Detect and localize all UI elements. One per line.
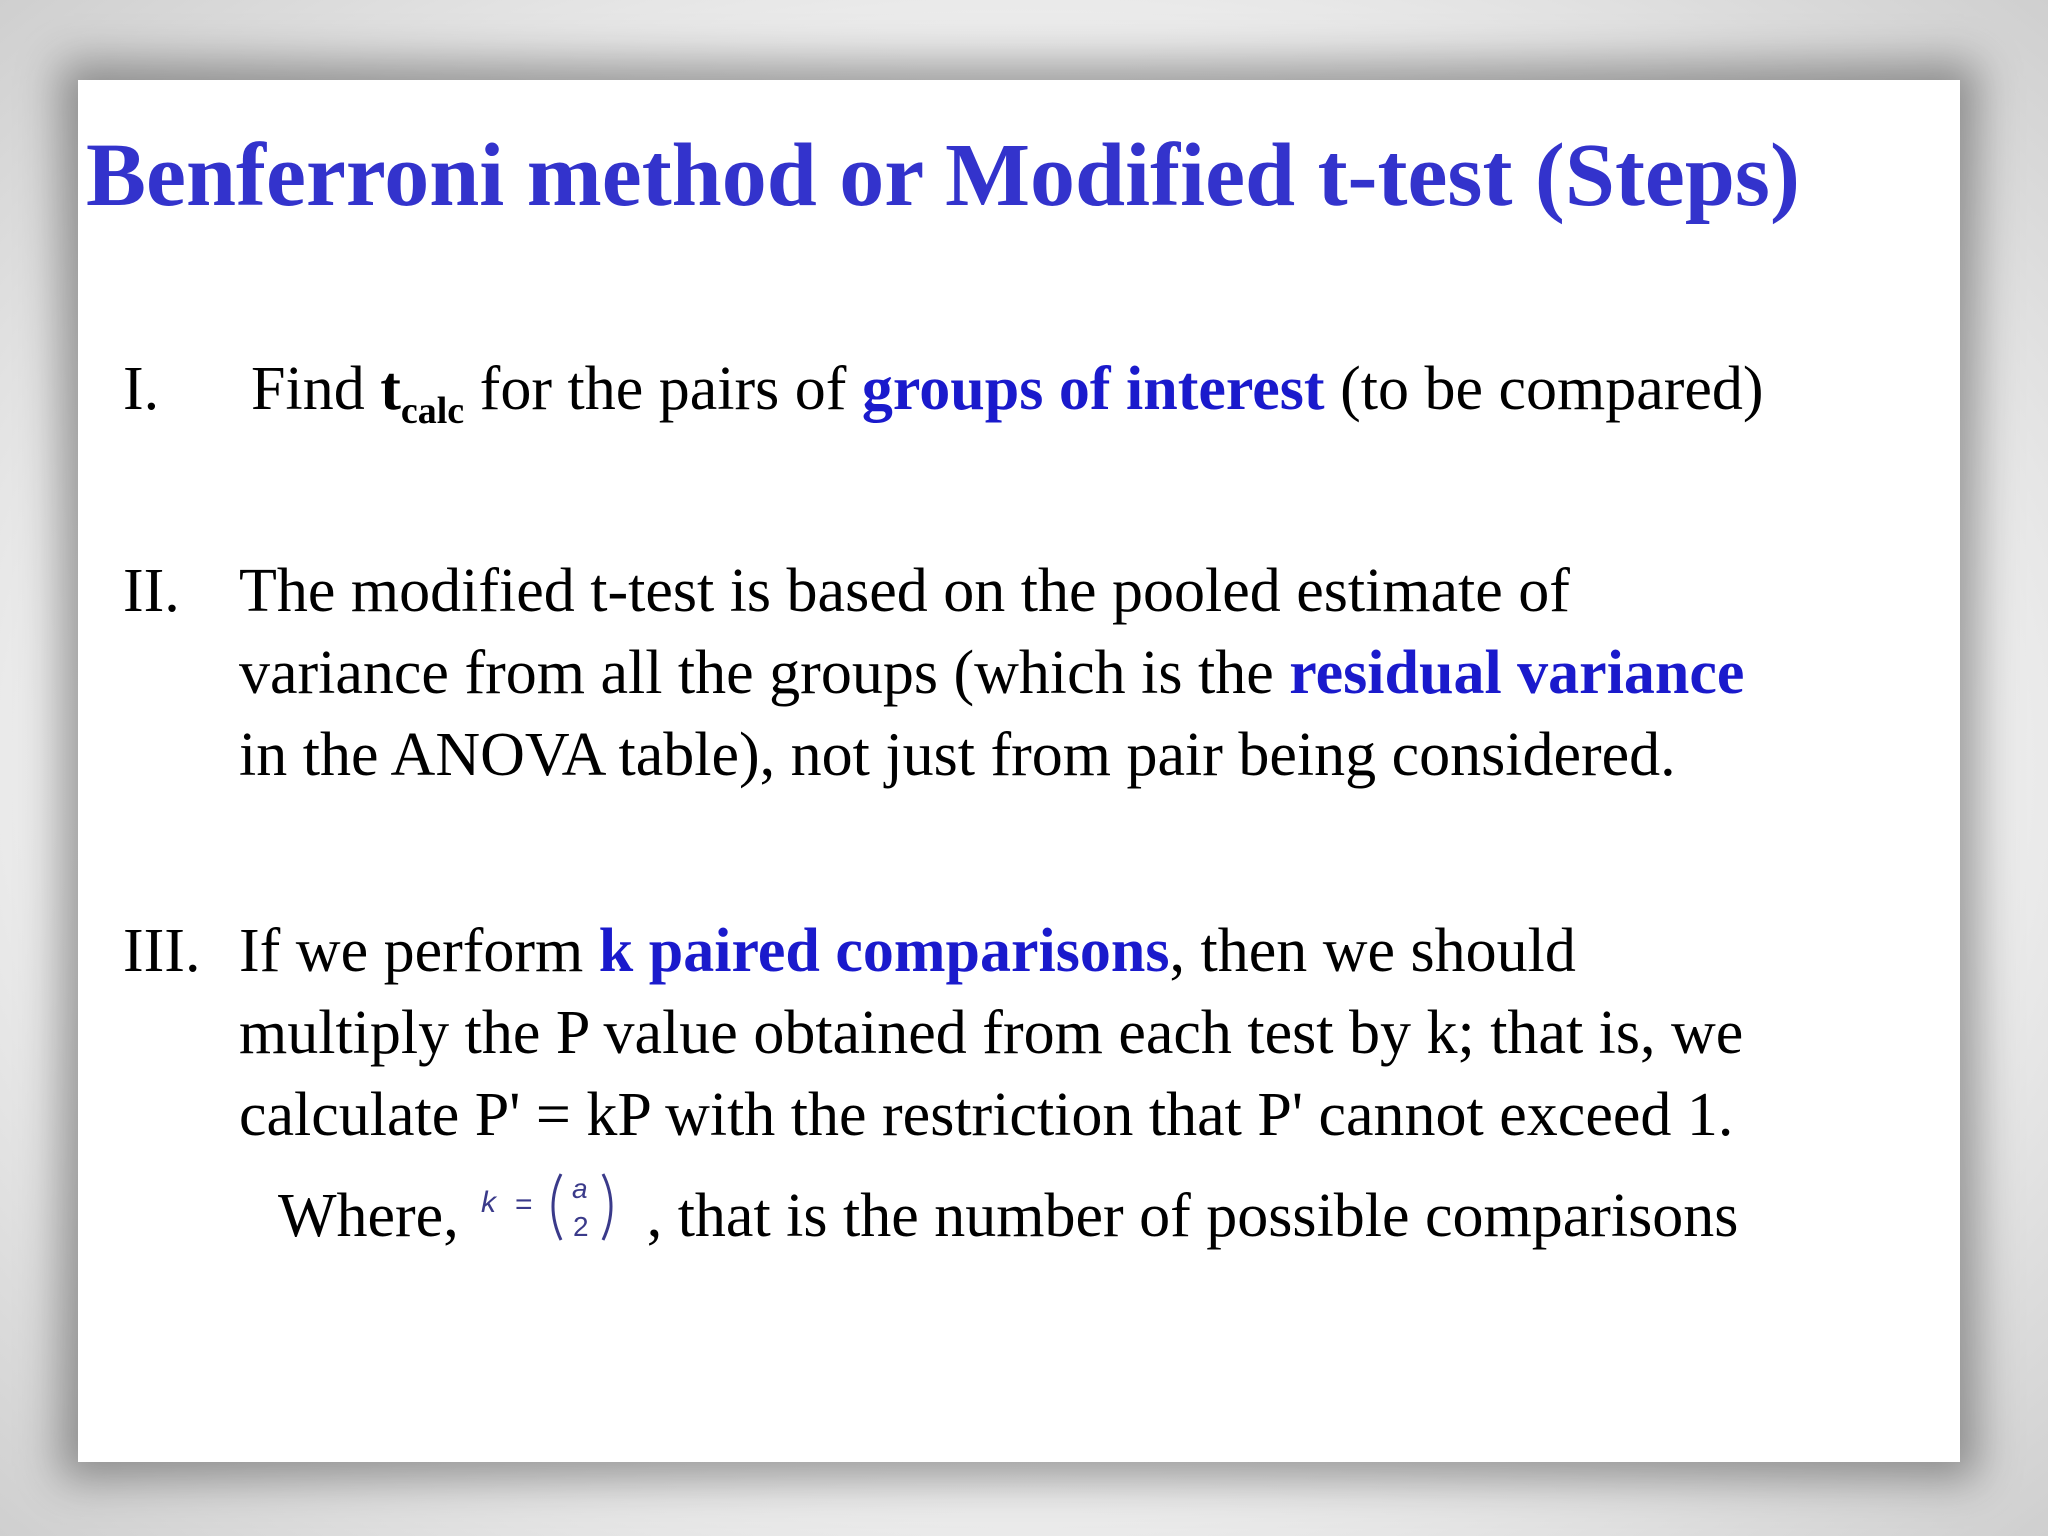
- step-3-line-1-pre: If we perform: [239, 917, 599, 985]
- step-1-pre: Find: [251, 355, 381, 423]
- left-paren-shape: [553, 1174, 561, 1240]
- step-3-line-1: [239, 910, 1576, 992]
- formula-top: a: [571, 1173, 588, 1204]
- residual-variance-highlight: residual variance: [1289, 639, 1745, 707]
- step-1-number: I.: [123, 355, 160, 423]
- step-3: [123, 910, 1923, 1270]
- step-2-line-3: in the ANOVA table), not just from pair being considered.: [239, 721, 1676, 789]
- groups-of-interest-highlight: groups of interest: [861, 355, 1325, 423]
- step-2-number: II.: [123, 557, 180, 625]
- where-line: [278, 1166, 1738, 1257]
- slide: [78, 80, 1960, 1462]
- where-label: Where,: [278, 1182, 459, 1250]
- step-1-post: (to be compared): [1324, 355, 1764, 423]
- binomial-formula-graphic: [479, 1166, 629, 1246]
- right-paren-shape: [603, 1174, 611, 1240]
- step-2-line-2-pre: variance from all the groups (which is the: [239, 639, 1290, 707]
- formula-bottom: 2: [572, 1211, 589, 1242]
- t-calc-symbol: [380, 355, 465, 432]
- step-3-line-1-post: , then we should: [1169, 917, 1576, 985]
- step-2: [123, 550, 1923, 810]
- formula-k: k: [480, 1186, 496, 1219]
- k-paired-comparisons-highlight: k paired comparisons: [598, 917, 1170, 985]
- step-2-line-1: The modified t-test is based on the pooled estimate of: [239, 557, 1570, 625]
- step-3-line-2: multiply the P value obtained from each test by k; that is, we: [239, 999, 1744, 1067]
- t-symbol: t: [380, 355, 401, 423]
- formula-eq: =: [514, 1188, 533, 1221]
- step-1-mid: for the pairs of: [464, 355, 862, 423]
- binomial-formula: [479, 1166, 629, 1246]
- step-1: [123, 348, 1923, 438]
- step-1-text: [251, 348, 1764, 430]
- step-3-line-3: calculate P' = kP with the restriction that P' cannot exceed 1.: [239, 1081, 1734, 1149]
- where-post: , that is the number of possible comparisons: [646, 1182, 1739, 1250]
- step-2-line-2: [239, 632, 1744, 714]
- calc-subscript: calc: [400, 390, 465, 432]
- slide-title: Benferroni method or Modified t-test (Steps): [86, 126, 1800, 225]
- step-3-number: III.: [123, 917, 201, 985]
